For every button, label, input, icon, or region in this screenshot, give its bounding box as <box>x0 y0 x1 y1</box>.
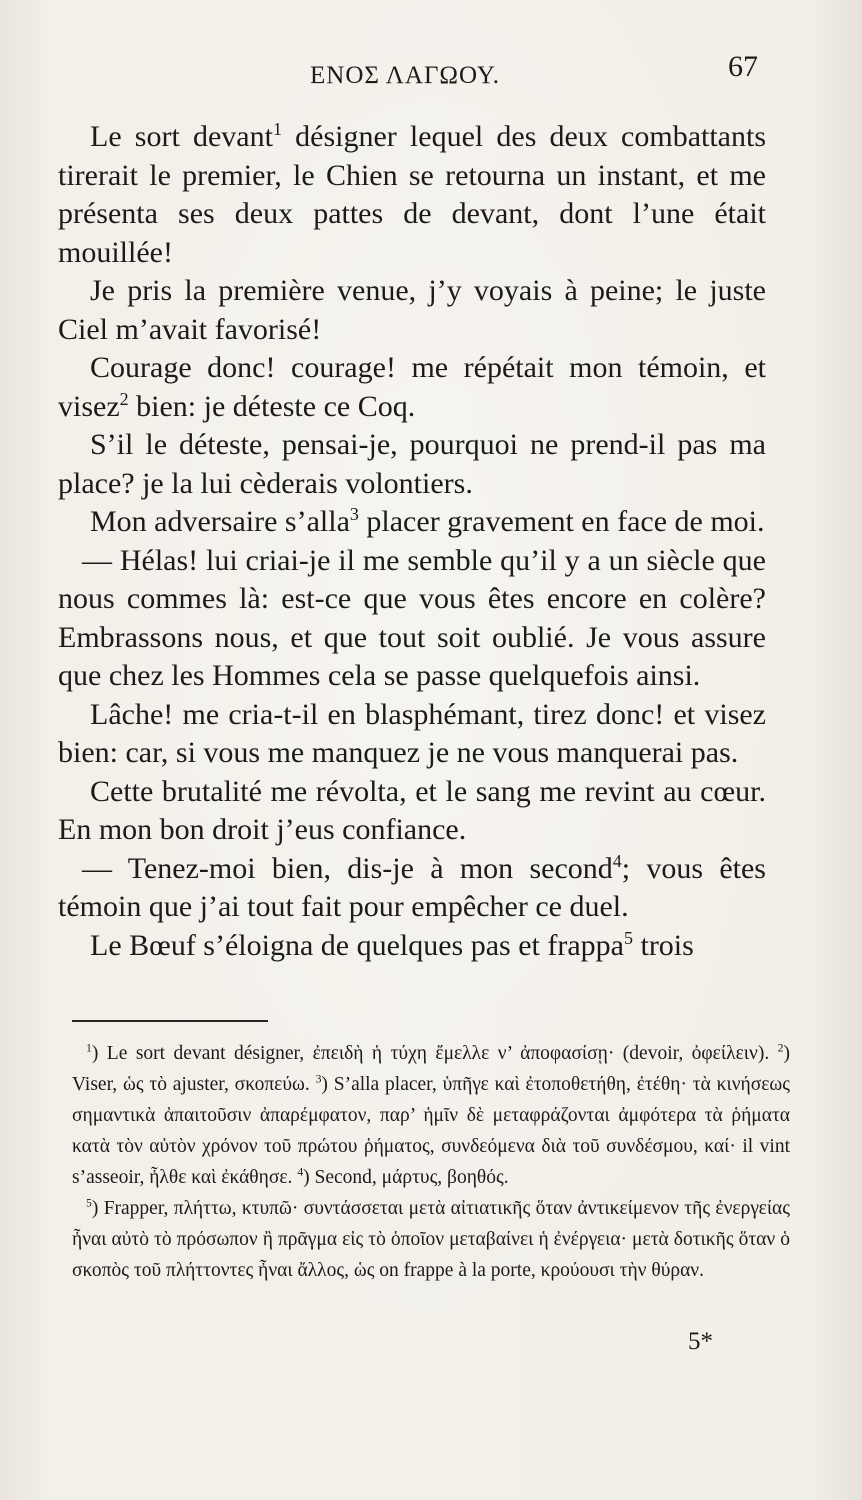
paragraph <box>58 927 766 966</box>
page-number: 67 <box>728 50 758 83</box>
text-run: Je pris la première venue, j’y voyais à peine; le juste Ciel m’avait favorisé! <box>58 274 766 346</box>
paragraph <box>58 696 766 773</box>
footnote <box>72 1193 790 1286</box>
footnote-marker: 4 <box>612 850 622 871</box>
text-run: ) Second, μάρτυς, βοηθός. <box>303 1167 509 1188</box>
footnote <box>72 1038 790 1193</box>
text-run: — Tenez-moi bien, dis-je à mon second <box>82 851 613 885</box>
text-run: Cette brutalité me révolta, et le sang me revint au cœur. En mon bon droit j’eus confiance. <box>58 774 766 846</box>
text-run: Le Bœuf s’éloigna de quelques pas et frappa <box>90 928 624 962</box>
paragraph <box>58 773 766 850</box>
footnote-marker: 2 <box>777 1041 784 1055</box>
footnote-marker: 4 <box>297 1165 304 1179</box>
footnotes <box>72 1038 790 1286</box>
footnote-marker: 1 <box>272 119 282 139</box>
paragraph <box>58 850 766 927</box>
paragraph <box>58 426 766 503</box>
paragraph <box>58 118 766 272</box>
text-run: Lâche! me cria-t-il en blasphémant, tirez donc! et visez bien: car, si vous me manquez je ne vous manquerai pas. <box>58 697 766 769</box>
text-run: bien: je déteste ce Coq. <box>128 389 416 423</box>
text-run: trois <box>632 928 694 962</box>
text-run: ; vous êtes témoin que j’ai tout fait pour empêcher ce duel. <box>58 851 766 923</box>
footnote-marker: 3 <box>315 1072 322 1086</box>
signature-mark: 5* <box>688 1328 713 1355</box>
text-run: ) Le sort devant désigner, ἐπειδὴ ἡ τύχη ἔμελλε ν’ ἀποφασίσῃ· (devoir, ὀφείλειν). <box>91 1043 778 1064</box>
footnote-marker: 5 <box>623 927 633 948</box>
text-run: S’il le déteste, pensai-je, pourquoi ne prend-il pas ma place? je la lui cèderais volontiers. <box>58 428 766 500</box>
text-run: ) Viser, ὡς τὸ ajuster, σκοπεύω. <box>72 1043 790 1095</box>
running-title: ΕΝΟΣ ΛΑΓΩΟΥ. <box>310 62 501 89</box>
footnote-marker: 5 <box>86 1196 92 1210</box>
text-run: Le sort devant <box>90 120 273 153</box>
footnote-marker: 1 <box>86 1041 92 1055</box>
paragraph <box>58 503 766 542</box>
main-text <box>58 118 766 965</box>
paragraph <box>58 349 766 426</box>
text-run: désigner lequel des deux combattants tirerait le premier, le Chien se retourna un instant, et me présenta ses deux pattes de devant, dont l’une était mouillée! <box>58 120 766 269</box>
footnote-marker: 2 <box>119 388 129 409</box>
text-run: placer gravement en face de moi. <box>358 505 765 538</box>
text-run: Mon adversaire s’alla <box>90 505 350 538</box>
text-run: ) S’alla placer, ὑπῆγε καὶ ἐτοποθετήθη, ἐτέθη· τὰ κινήσεως σημαντικὰ ἀπαιτοῦσιν ἀπαρέμφατον, παρ’ ἡμῖν δὲ μεταφράζονται ἀμφότερα τὰ ῥήματα κατὰ τὸν αὐτὸν χρόνον τοῦ πρώτου ῥήματος, συνδεόμενα διὰ τοῦ συνδέσμου, καί· il vint s’asseoir, ἦλθε καὶ ἐκάθησε. <box>72 1074 790 1188</box>
footnote-rule <box>72 1020 268 1022</box>
paragraph <box>58 542 766 696</box>
paragraph <box>58 272 766 349</box>
text-run: Courage donc! courage! me répétait mon témoin, et visez <box>58 351 766 423</box>
text-run: ) Frapper, πλήττω, κτυπῶ· συντάσσεται μετὰ αἰτιατικῆς ὅταν ἀντικείμενον τῆς ἐνεργείας ἦναι αὐτὸ τὸ πρόσωπον ἢ πρᾶγμα εἰς τὸ ὁποῖον μεταβαίνει ἡ ἐνέργεια· μετὰ δοτικῆς ὅταν ὁ σκοπὸς τοῦ πλήττοντες ἦναι ἄλλος, ὡς on frappe à la porte, κρούουσι τὴν θύραν. <box>72 1198 790 1281</box>
text-run: — Hélas! lui criai-je il me semble qu’il y a un siècle que nous commes là: est-ce que vous êtes encore en colère? Embrassons nous, et que tout soit oublié. Je vous assure que chez les Hommes cela se passe quelquefois ainsi. <box>58 543 766 692</box>
footnote-marker: 3 <box>349 504 359 524</box>
